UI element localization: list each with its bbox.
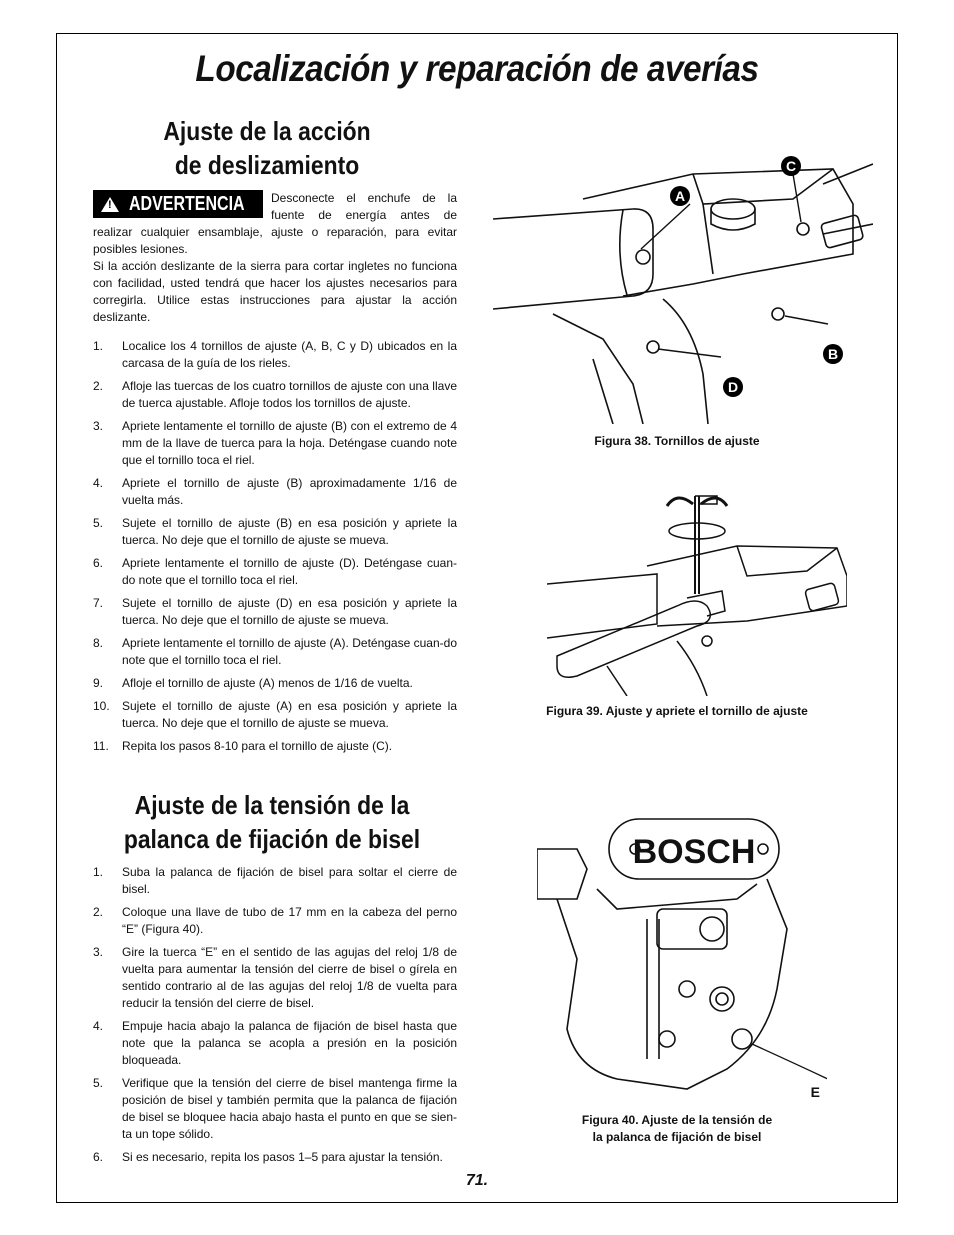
list-item: 2. Afloje las tuercas de los cuatro tornillos de ajuste con una llave de tuerca ajustable. Afloje todos los tornillos de ajuste. <box>93 379 457 410</box>
section2-steps <box>93 864 457 1172</box>
list-item: 5. Verifique que la tensión del cierre de bisel mantenga firme la posición de bisel y también permita que la palanca de fijación de bisel se bloquee hacia abajo hasta el punto en que se sien-ta un tope sólido. <box>93 1076 457 1141</box>
list-item: 3. Gire la tuerca “E” en el sentido de las agujas del reloj 1/8 de vuelta para aumentar la tensión del cierre de bisel o gírela en sentido contrario al de las agujas del reloj 1/8 de vuelta para reducir la tensión del cierre de bisel. <box>93 945 457 1010</box>
page-title: Localización y reparación de averías <box>195 48 759 89</box>
list-item: 7. Sujete el tornillo de ajuste (D) en esa posición y apriete la tuerca. No deje que el tornillo de ajuste se mueva. <box>93 596 457 627</box>
section1-heading-line1: Ajuste de la acción <box>163 116 371 146</box>
list-item: 6. Si es necesario, repita los pasos 1–5 para ajustar la tensión. <box>93 1150 443 1164</box>
list-item: 4. Empuje hacia abajo la palanca de fijación de bisel hasta que note que la palanca se acopla a presión en la posición bloqueada. <box>93 1019 457 1067</box>
list-item: 3. Apriete lentamente el tornillo de ajuste (B) con el extremo de 4 mm de la llave de tuerca para la hoja. Deténgase cuando note que el tornillo toca el riel. <box>93 419 457 467</box>
fig40-brand-logo: BOSCH <box>632 833 756 871</box>
list-item: 1. Suba la palanca de fijación de bisel para soltar el cierre de bisel. <box>93 865 457 896</box>
section2-heading-line2: palanca de fijación de bisel <box>123 824 421 854</box>
section2-heading-line1: Ajuste de la tensión de la <box>134 790 410 820</box>
figure-39-caption: Figura 39. Ajuste y apriete el tornillo de ajuste <box>546 704 808 718</box>
figure-40-caption-line1: Figura 40. Ajuste de la tensión de <box>581 1113 773 1127</box>
section1-intro: Si la acción deslizante de la sierra para cortar ingletes no funciona con facilidad, usted tendrá que hacer los ajustes necesarios para corregirla. Utilice estas instrucciones para ajustar la acción deslizante. <box>93 259 457 324</box>
list-item: 4. Apriete el tornillo de ajuste (B) aproximadamente 1/16 de vuelta más. <box>93 476 457 507</box>
list-item: 5. Sujete el tornillo de ajuste (B) en esa posición y apriete la tuerca. No deje que el tornillo de ajuste se mueva. <box>93 516 457 547</box>
warning-icon <box>101 197 119 212</box>
warning-label: ADVERTENCIA <box>129 192 245 215</box>
list-item: 2. Coloque una llave de tubo de 17 mm en la cabeza del perno “E” (Figura 40). <box>93 905 457 936</box>
list-item: 8. Apriete lentamente el tornillo de ajuste (A). Deténgase cuan-do note que el tornillo toca el riel. <box>93 636 457 667</box>
warning-block <box>93 190 457 326</box>
section1-heading <box>135 114 399 182</box>
figure-39-illustration <box>547 466 847 696</box>
fig40-label-e: E <box>810 1084 820 1100</box>
page-frame <box>56 33 898 1203</box>
figure-40-illustration <box>537 789 827 1109</box>
list-item: 6. Apriete lentamente el tornillo de ajuste (D). Deténgase cuan-do note que el tornillo toca el riel. <box>93 556 457 587</box>
fig38-label-d: D <box>727 379 739 395</box>
figure-38-caption: Figura 38. Tornillos de ajuste <box>594 434 760 448</box>
list-item: 9. Afloje el tornillo de ajuste (A) menos de 1/16 de vuelta. <box>93 676 413 690</box>
warning-text: Desconecte el enchufe de la fuente de energía antes de realizar cualquier ensamblaje, ajuste o reparación, para evitar posibles lesiones. <box>93 191 457 256</box>
section1-heading-line2: de deslizamiento <box>174 150 360 180</box>
fig38-label-b: B <box>827 346 839 362</box>
section2-heading <box>109 788 435 856</box>
figure-40-caption-line2: la palanca de fijación de bisel <box>592 1130 762 1144</box>
page-number: 71. <box>465 1172 489 1189</box>
fig38-label-a: A <box>674 188 686 204</box>
fig38-label-c: C <box>785 158 797 174</box>
list-item: 10. Sujete el tornillo de ajuste (A) en esa posición y apriete la tuerca. No deje que el tornillo de ajuste se mueva. <box>93 699 457 730</box>
list-item: 1. Localice los 4 tornillos de ajuste (A, B, C y D) ubicados en la carcasa de la guía de los rieles. <box>93 339 457 370</box>
section1-steps <box>93 338 457 761</box>
figure-38-illustration <box>493 124 873 424</box>
warning-badge <box>93 190 263 218</box>
figure-40-caption <box>527 1112 827 1146</box>
list-item: 11. Repita los pasos 8-10 para el tornillo de ajuste (C). <box>93 739 393 753</box>
